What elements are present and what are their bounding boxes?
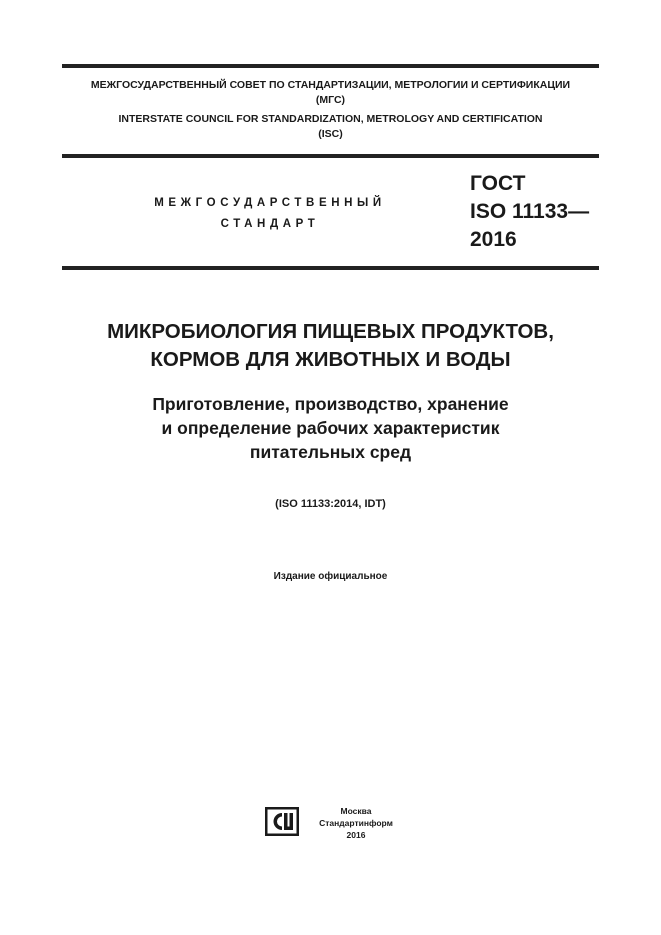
title-line2: КОРМОВ ДЛЯ ЖИВОТНЫХ И ВОДЫ [150,348,511,371]
standard-designation [470,170,589,254]
subtitle-line1: Приготовление, производство, хранение [152,394,509,414]
document-title [0,318,661,374]
designation-line2: ISO 11133— [470,200,590,223]
document-subtitle [0,392,661,464]
council-abbr-en: (ISC) [318,128,343,140]
council-name-en: INTERSTATE COUNCIL FOR STANDARDIZATION, METROLOGY AND CERTIFICATION [118,113,543,125]
bottom-divider [62,266,599,270]
council-header [62,78,599,142]
publisher-year: 2016 [346,830,366,840]
middle-divider [62,154,599,158]
council-abbr-ru: (МГС) [315,94,346,106]
edition-note: Издание официальное [273,571,388,582]
publisher-city: Москва [340,806,372,816]
subtitle-line3: питательных сред [249,442,412,462]
standard-kind-line2: СТАНДАРТ [220,218,320,230]
top-divider [62,64,599,68]
publisher-block [308,805,404,841]
designation-line3: 2016 [470,228,517,251]
publisher-name: Стандартинформ [319,818,393,828]
council-name-ru: МЕЖГОСУДАРСТВЕННЫЙ СОВЕТ ПО СТАНДАРТИЗАЦИИ, МЕТРОЛОГИИ И СЕРТИФИКАЦИИ [90,79,571,91]
iso-equivalence: (ISO 11133:2014, IDT) [275,498,386,510]
subtitle-line2: и определение рабочих характеристик [161,418,500,438]
standartinform-logo-icon [265,807,299,836]
standard-kind [100,193,440,235]
designation-line1: ГОСТ [470,172,526,195]
title-line1: МИКРОБИОЛОГИЯ ПИЩЕВЫХ ПРОДУКТОВ, [107,320,554,343]
standard-kind-line1: МЕЖГОСУДАРСТВЕННЫЙ [154,197,386,209]
